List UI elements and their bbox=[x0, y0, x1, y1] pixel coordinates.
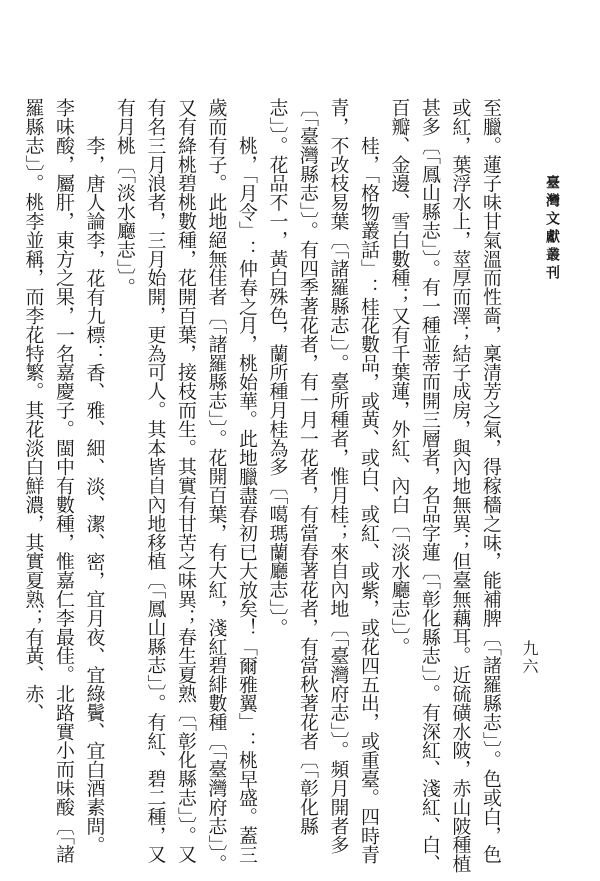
paragraph-plum: 李，唐人論李，花有九標：香、雅、細、淡、潔、密，宜月夜、宜綠鬢、宜白酒素問。李味酸，屬肝，東方之果，一名嘉慶子。閩中有數種，惟嘉仁李最佳。北路實小而味酸〔「諸羅縣志」〕。桃李並稱，而李花特繁。其花淡白鮮濃，其實夏熟；有黃、赤、 bbox=[22, 98, 106, 864]
body-text bbox=[18, 98, 506, 873]
paragraph-lotus: 至臘。蓮子味甘氣溫而性嗇，稟清芳之氣，得稼穡之味，能補脾〔「諸羅縣志」〕。色或白，色或紅，葉浮水上，莖厚而澤；結子成房，與內地無異；但臺無藕耳。近硫磺水陂，赤山陂種植甚多〔「鳳山縣志」〕。有一種並蒂而開三層者，名品字蓮〔「彰化縣志」〕。有深紅、淺紅、白、百瓣、金邊、雪白數種；又有千葉蓮，外紅、內白〔「淡水廳志」〕。 bbox=[388, 98, 502, 873]
paragraph-peach: 桃，「月令」：仲春之月，桃始華。此地臘盡春初已大放矣！「爾雅翼」：桃早盛。蓋三歲而有子。此地絕無佳者〔「諸羅縣志」〕。花開百葉，有大紅，淺紅碧緋數種〔「臺灣府志」〕。又有絳桃碧桃數種，花開百葉，接枝而生。其實有甘苦之味異；春生夏熟〔「彰化縣志」〕。又有名三月浪者，三月始開，更為可人。其本皆自內地移植〔「鳳山縣志」〕。有紅、碧二種，又有月桃〔「淡水廳志」〕。 bbox=[114, 98, 258, 873]
paragraph-osmanthus: 桂，「格物叢話」：桂花數品，或黃、或白、或紅、或紫，或花四五出，或重臺。四時青青，不改枝易葉〔「諸羅縣志」〕。臺所種者，惟月桂；來自內地〔「臺灣府志」〕。頻月開者多〔「臺灣縣志」〕。有四季著花者，有一月一花者，有當春著花者，有當秋著花者〔「彰化縣志」〕。花品不一，黃白殊色，蘭所種月桂為多〔「噶瑪蘭廳志」〕。 bbox=[266, 98, 380, 864]
page-number: 九六 bbox=[520, 640, 539, 676]
running-head: 臺灣文獻叢刊 bbox=[544, 175, 560, 283]
